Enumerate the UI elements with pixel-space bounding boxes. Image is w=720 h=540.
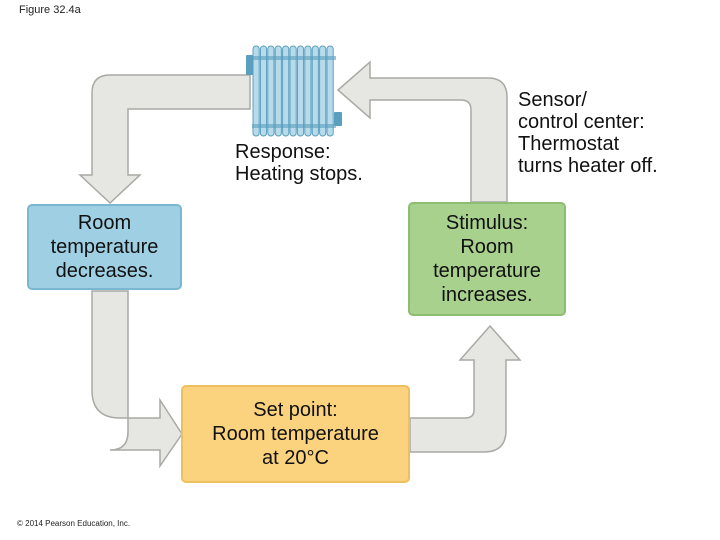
box-line: at 20°C <box>262 447 329 469</box>
sensor-control-center-label <box>518 89 658 177</box>
box-line: decreases. <box>55 260 154 282</box>
sensor-line: Sensor/ <box>518 89 587 111</box>
box-line: Room temperature <box>212 423 379 445</box>
response-line: Response: <box>235 141 331 163</box>
box-line: temperature <box>433 260 541 282</box>
set-point-box <box>181 385 410 483</box>
sensor-line: turns heater off. <box>518 155 658 177</box>
response-line: Heating stops. <box>235 163 363 185</box>
box-line: Set point: <box>253 399 338 421</box>
response-label <box>235 141 363 185</box>
box-line: temperature <box>50 236 159 258</box>
arrow-stimulus-to-sensor <box>338 62 507 202</box>
box-line: Stimulus: <box>445 212 529 234</box>
copyright-notice: © 2014 Pearson Education, Inc. <box>17 519 131 528</box>
radiator-pipe <box>252 124 336 128</box>
box-line: Room <box>460 236 514 258</box>
sensor-line: Thermostat <box>518 133 620 155</box>
sensor-line: control center: <box>518 111 645 133</box>
arrow-setpoint-to-stimulus <box>410 326 520 452</box>
figure-label: Figure 32.4a <box>19 4 81 16</box>
arrow-response-to-decrease <box>80 75 250 203</box>
radiator-icon <box>246 46 342 136</box>
stimulus-box <box>408 202 566 316</box>
room-temperature-decreases-box <box>27 204 182 290</box>
box-line: increases. <box>441 284 533 306</box>
arrow-decrease-to-setpoint <box>92 291 182 466</box>
radiator-pipe <box>252 56 336 60</box>
box-line: Room <box>77 212 132 234</box>
